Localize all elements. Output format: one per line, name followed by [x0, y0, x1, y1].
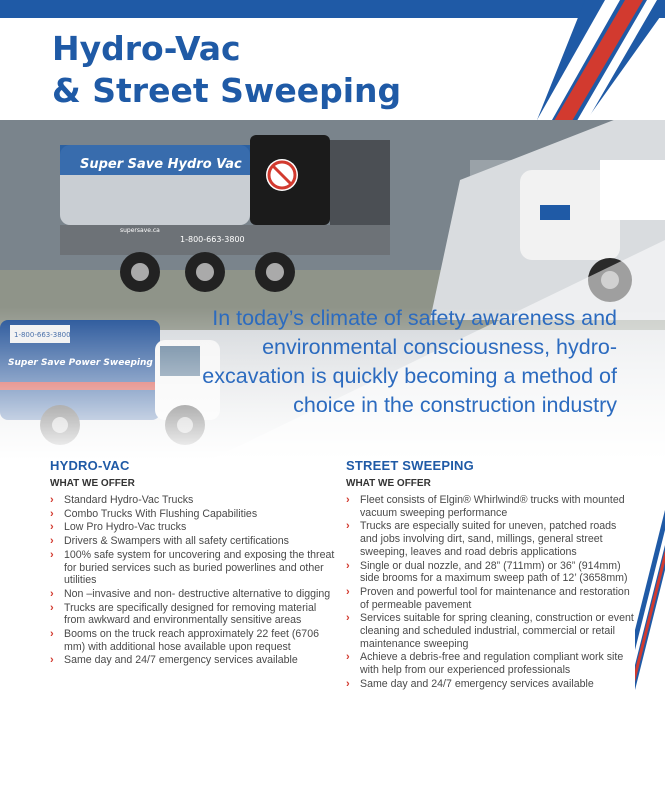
chevron-right-icon: ›	[346, 494, 350, 506]
street-sweeping-list	[346, 494, 636, 691]
chevron-right-icon: ›	[50, 548, 54, 561]
hydro-vac-subheading: WHAT WE OFFER	[50, 478, 135, 489]
list-item: › Low Pro Hydro-Vac trucks	[50, 521, 187, 534]
title-line-2: & Street Sweeping	[52, 71, 402, 110]
chevron-right-icon: ›	[50, 601, 54, 614]
street-sweeping-section	[346, 458, 636, 692]
chevron-right-icon: ›	[50, 507, 54, 520]
street-sweeping-subheading: WHAT WE OFFER	[346, 478, 431, 489]
list-item: › Non –invasive and non- destructive alternative to digging	[50, 587, 331, 600]
chevron-right-icon: ›	[346, 520, 350, 533]
list-item: › Trucks are especially suited for uneven, patched roads and jobs involving dirt, sand, millings, general street sweeping, leaves and road debris applications	[346, 520, 617, 558]
hydro-vac-list	[50, 494, 335, 667]
list-item: › Same day and 24/7 emergency services available	[346, 677, 594, 690]
list-item: › Drivers & Swampers with all safety certifications	[50, 535, 289, 548]
list-item: › Combo Trucks With Flushing Capabilities	[50, 507, 258, 520]
list-item: › Booms on the truck reach approximately 22 feet (6706 mm) with additional hose available upon request	[50, 628, 319, 653]
hydro-vac-heading: HYDRO-VAC	[50, 458, 130, 473]
list-item: › Single or dual nozzle, and 28” (711mm) or 36” (914mm) side brooms for a maximum sweep path of 12’ (3658mm)	[346, 559, 628, 585]
chevron-right-icon: ›	[346, 612, 350, 625]
chevron-right-icon: ›	[346, 585, 350, 598]
chevron-right-icon: ›	[50, 521, 54, 534]
chevron-right-icon: ›	[50, 587, 54, 600]
list-item: › Standard Hydro-Vac Trucks	[50, 494, 194, 506]
chevron-right-icon: ›	[346, 651, 350, 664]
page-title	[52, 28, 401, 112]
chevron-right-icon: ›	[50, 654, 54, 667]
list-item: › 100% safe system for uncovering and exposing the threat for buried services such as buried powerlines and other utilities	[50, 548, 335, 587]
chevron-right-icon: ›	[50, 628, 54, 641]
list-item: › Achieve a debris-free and regulation compliant work site with help from our experienced professionals	[346, 651, 624, 677]
hydro-vac-section	[50, 458, 335, 668]
chevron-right-icon: ›	[50, 494, 54, 506]
intro-statement: In today’s climate of safety awareness and environmental consciousness, hydro-excavation is quickly becoming a method of choice in the construction industry	[202, 305, 617, 417]
side-stripes-decoration	[635, 450, 665, 700]
list-item: › Fleet consists of Elgin® Whirlwind® trucks with mounted vacuum sweeping performance	[346, 494, 625, 519]
list-item: › Proven and powerful tool for maintenance and restoration of permeable pavement	[346, 585, 630, 611]
chevron-right-icon: ›	[346, 677, 350, 690]
chevron-right-icon: ›	[50, 535, 54, 548]
street-sweeping-heading: STREET SWEEPING	[346, 458, 474, 473]
title-line-1: Hydro-Vac	[52, 29, 241, 68]
list-item: › Services suitable for spring cleaning, construction or event cleaning and scheduled industrial, commercial or retail maintenance sweeping	[346, 612, 634, 650]
list-item: › Trucks are specifically designed for removing material from awkward and environmentally sensitive areas	[50, 601, 317, 627]
chevron-right-icon: ›	[346, 559, 350, 572]
list-item: › Same day and 24/7 emergency services available	[50, 654, 298, 667]
